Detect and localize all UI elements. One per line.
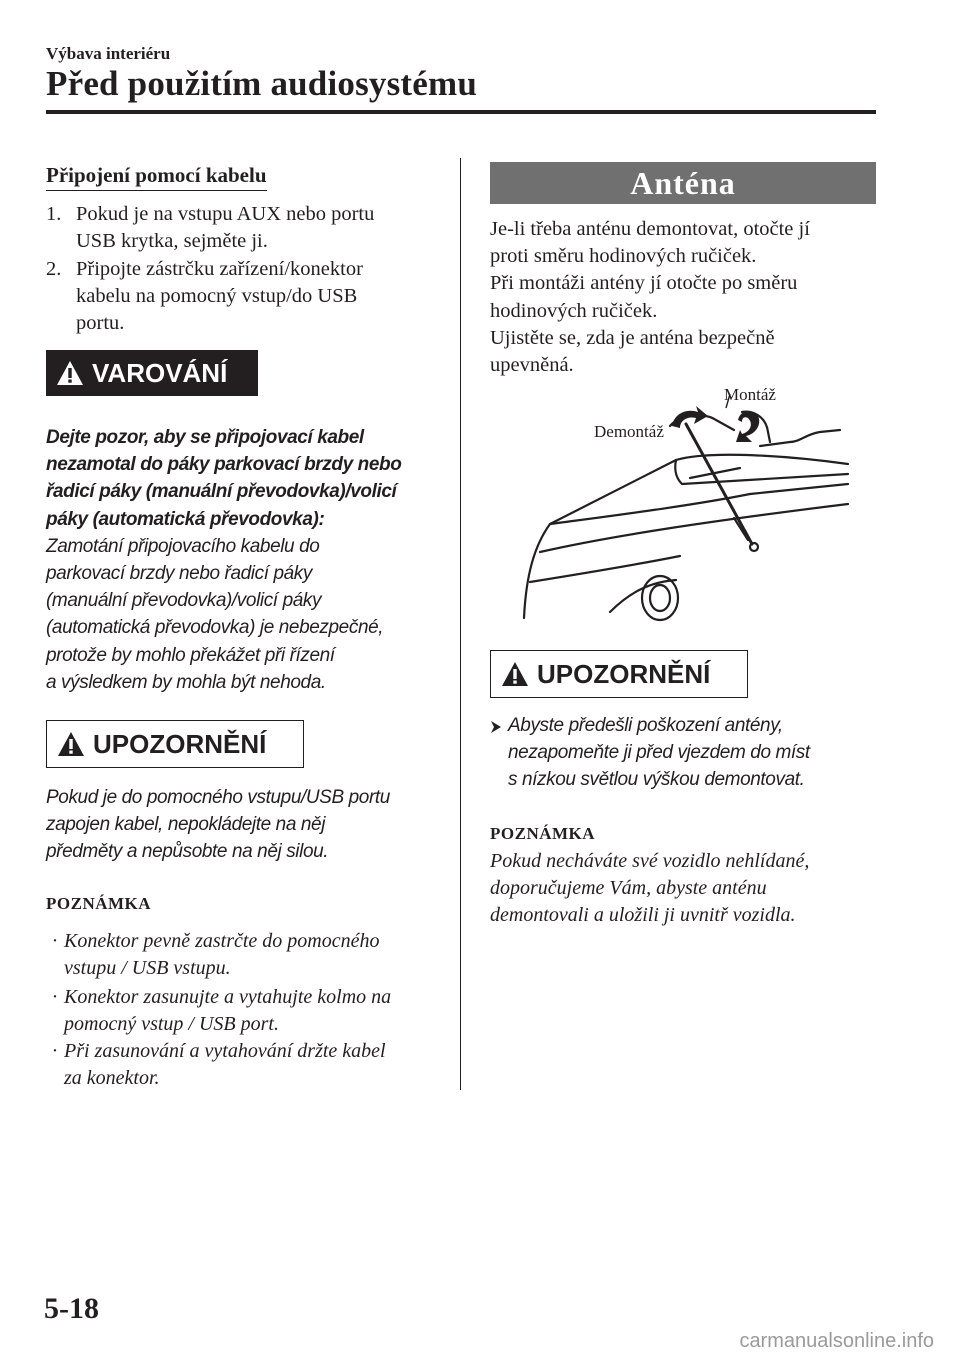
- step-text: kabelu na pomocný vstup/do USB: [76, 285, 358, 307]
- warning-badge: [46, 350, 258, 396]
- label-remove: Demontáž: [594, 422, 664, 441]
- note-heading: POZNÁMKA: [490, 824, 596, 843]
- step-number: 1.: [46, 203, 62, 225]
- antenna-illustration: [490, 386, 850, 634]
- note-bullet-item: [46, 984, 446, 1038]
- warning-bold-line: nezamotal do páky parkovací brzdy nebo: [46, 454, 402, 476]
- bullet-arrow-icon: [490, 720, 502, 734]
- watermark: carmanualsonline.info: [739, 1330, 934, 1352]
- section-title-band: Anténa: [490, 162, 876, 204]
- antenna-paragraph: [490, 216, 870, 379]
- warning-line: Zamotání připojovacího kabelu do: [46, 535, 320, 557]
- note-bullet-item: [46, 928, 446, 982]
- note-line: za konektor.: [64, 1067, 160, 1089]
- step-text: Připojte zástrčku zařízení/konektor: [76, 258, 363, 280]
- warning-text: [46, 424, 466, 696]
- caution-text: [46, 784, 466, 866]
- step-item: [46, 201, 446, 255]
- warning-bold-line: páky (automatická převodovka):: [46, 508, 325, 530]
- step-text: Pokud je na vstupu AUX nebo portu: [76, 203, 375, 225]
- warning-bold-line: Dejte pozor, aby se připojovací kabel: [46, 427, 364, 448]
- note-line: doporučujeme Vám, abyste anténu: [490, 877, 767, 899]
- step-item: [46, 256, 446, 337]
- warning-triangle-icon: [56, 360, 84, 386]
- note-text: [490, 848, 880, 929]
- caution-triangle-icon: [57, 731, 85, 757]
- caution-line: zapojen kabel, nepokládejte na něj: [46, 814, 326, 836]
- caution-badge: [490, 650, 748, 698]
- label-mount: Montáž: [724, 385, 776, 404]
- paragraph-line: upevněná.: [490, 354, 574, 377]
- caution-line: nezapomeňte ji před vjezdem do míst: [508, 742, 810, 764]
- caution-label: UPOZORNĚNÍ: [537, 658, 711, 689]
- bullet-dot: ·: [51, 930, 59, 952]
- note-heading: POZNÁMKA: [46, 894, 152, 913]
- step-text: USB krytka, sejměte ji.: [76, 230, 268, 252]
- warning-line: parkovací brzdy nebo řadicí páky: [46, 563, 313, 585]
- warning-line: a výsledkem by mohla být nehoda.: [46, 671, 326, 693]
- note-line: demontovali a uložili ji uvnitř vozidla.: [490, 904, 796, 926]
- step-number: 2.: [46, 258, 62, 280]
- page-number: 5-18: [44, 1292, 99, 1325]
- caution-badge: [46, 720, 304, 768]
- note-line: Konektor zasunujte a vytahujte kolmo na: [64, 986, 392, 1008]
- step-text: portu.: [76, 312, 125, 334]
- note-line: vstupu / USB vstupu.: [64, 957, 231, 979]
- caution-line: Abyste předešli poškození antény,: [508, 715, 783, 736]
- warning-line: (manuální převodovka)/volicí páky: [46, 590, 322, 612]
- caution-triangle-icon: [501, 661, 529, 687]
- note-line: pomocný vstup / USB port.: [64, 1013, 279, 1035]
- paragraph-line: hodinových ručiček.: [490, 299, 658, 322]
- section-subheading: Připojení pomocí kabelu: [46, 163, 267, 191]
- bullet-dot: ·: [51, 1040, 59, 1062]
- paragraph-line: proti směru hodinových ručiček.: [490, 245, 757, 268]
- title-rule: [46, 110, 876, 114]
- bullet-dot: ·: [51, 986, 59, 1008]
- warning-line: protože by mohlo překážet při řízení: [46, 644, 335, 666]
- warning-line: (automatická převodovka) je nebezpečné,: [46, 617, 384, 639]
- breadcrumb: Výbava interiéru: [46, 44, 171, 63]
- warning-label: VAROVÁNÍ: [92, 357, 228, 388]
- caution-label: UPOZORNĚNÍ: [93, 728, 267, 759]
- paragraph-line: Ujistěte se, zda je anténa bezpečně: [490, 326, 775, 349]
- caution-line: Pokud je do pomocného vstupu/USB portu: [46, 787, 390, 808]
- page-title: Před použitím audiosystému: [46, 64, 478, 103]
- note-line: Pokud necháváte své vozidlo nehlídané,: [490, 850, 810, 872]
- note-bullet-item: [46, 1038, 446, 1092]
- note-line: Při zasunování a vytahování držte kabel: [64, 1040, 386, 1062]
- caution-text: [490, 712, 880, 794]
- paragraph-line: Je-li třeba anténu demontovat, otočte jí: [490, 218, 810, 240]
- paragraph-line: Při montáži antény jí otočte po směru: [490, 272, 798, 295]
- note-line: Konektor pevně zastrčte do pomocného: [64, 930, 380, 952]
- caution-line: předměty a nepůsobte na něj silou.: [46, 841, 329, 863]
- caution-line: s nízkou světlou výškou demontovat.: [508, 769, 805, 791]
- warning-bold-line: řadicí páky (manuální převodovka)/volicí: [46, 481, 397, 503]
